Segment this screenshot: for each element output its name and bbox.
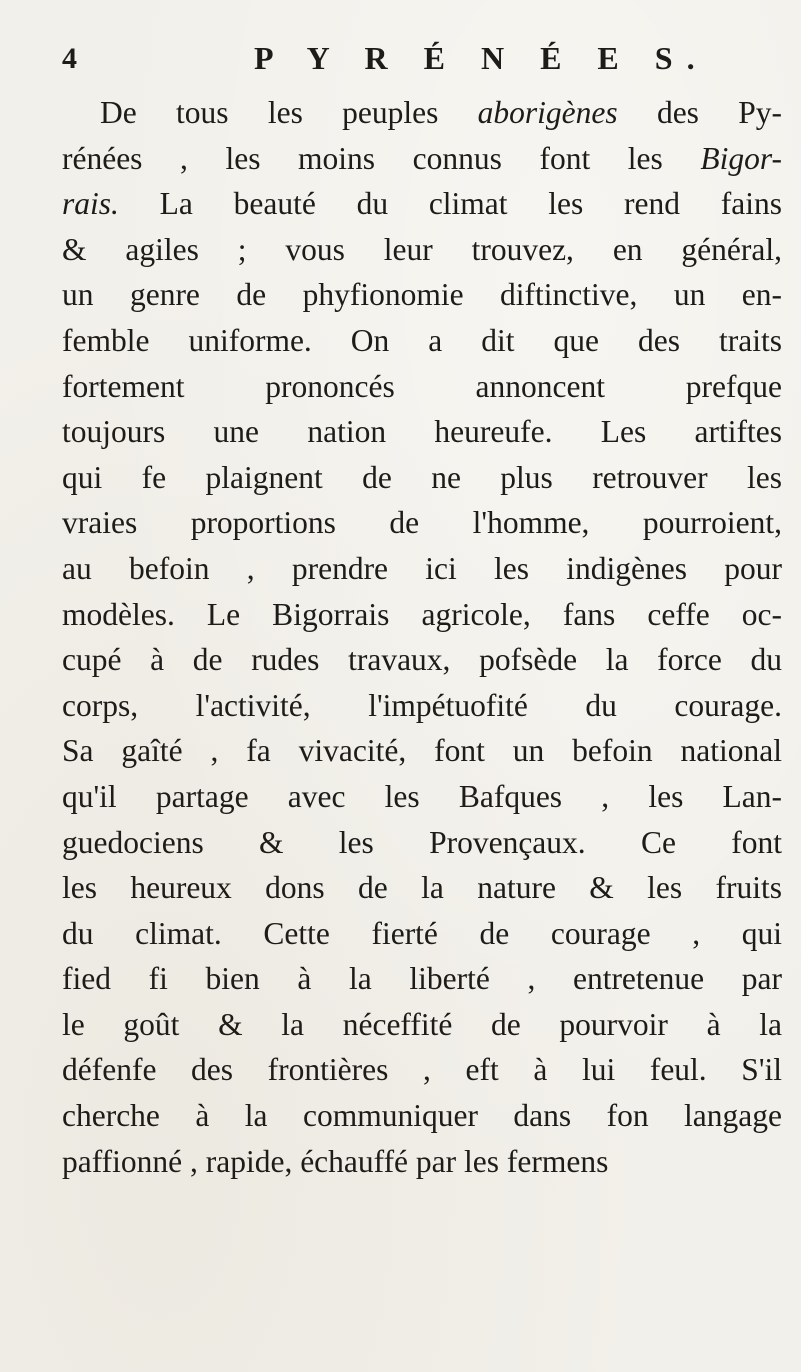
page-number: 4 <box>62 42 77 75</box>
text-run: femble uniforme. On a dit que des traits <box>62 322 782 358</box>
text-run: qu'il partage avec les Bafques , les Lan- <box>62 778 782 814</box>
text-run: paffionné , rapide, échauffé par les fermens <box>62 1143 609 1179</box>
text-run: cupé à de rudes travaux, pofsède la force du <box>62 642 782 678</box>
text-run: défenfe des frontières , eft à lui feul. S'il <box>62 1052 782 1088</box>
text-run: le goût & la néceffité de pourvoir à la <box>62 1006 782 1042</box>
text-run: Sa gaîté , fa vivacité, font un befoin national <box>62 733 782 769</box>
text-run: & agiles ; vous leur trouvez, en général, <box>62 231 782 267</box>
text-line <box>62 865 782 911</box>
text-run: La beauté du climat les rend fains <box>118 186 782 222</box>
text-line <box>62 546 782 592</box>
text-line <box>62 820 782 866</box>
text-run: cherche à la communiquer dans fon langage <box>62 1098 782 1134</box>
italic-run: Bigor- <box>700 140 782 176</box>
text-line <box>62 136 782 182</box>
text-run: toujours une nation heureufe. Les artiftes <box>62 414 782 450</box>
text-line <box>62 637 782 683</box>
text-run: un genre de phyfionomie diftinctive, un en- <box>62 277 782 313</box>
text-line <box>62 455 782 501</box>
text-run: De tous les peuples <box>100 95 478 130</box>
text-run: au befoin , prendre ici les indigènes pour <box>62 550 782 586</box>
text-run: modèles. Le Bigorrais agricole, fans ceffe oc- <box>62 596 782 632</box>
text-run: guedociens & les Provençaux. Ce font <box>62 824 782 860</box>
italic-run: rais. <box>62 186 119 222</box>
running-head <box>62 40 762 88</box>
text-line <box>62 911 782 957</box>
text-line <box>62 1047 782 1093</box>
text-line <box>62 272 782 318</box>
text-line <box>62 728 782 774</box>
text-line <box>62 683 782 729</box>
text-line <box>62 500 782 546</box>
text-line <box>62 956 782 1002</box>
text-line <box>62 1093 782 1139</box>
text-line <box>62 1002 782 1048</box>
text-run: les heureux dons de la nature & les fruits <box>62 870 782 906</box>
text-line <box>62 90 782 136</box>
text-run: fortement prononcés annoncent prefque <box>62 368 782 404</box>
text-line <box>62 227 782 273</box>
text-run: des Py- <box>617 95 782 130</box>
italic-run: aborigènes <box>477 95 618 130</box>
text-line <box>62 364 782 410</box>
paragraph <box>62 90 782 1184</box>
text-run: vraies proportions de l'homme, pourroient, <box>62 505 782 541</box>
text-line <box>62 1139 782 1185</box>
text-line <box>62 774 782 820</box>
text-run: rénées , les moins connus font les <box>62 140 701 176</box>
text-run: qui fe plaignent de ne plus retrouver les <box>62 459 782 495</box>
text-run: corps, l'activité, l'impétuofité du courage. <box>62 687 782 723</box>
text-run: du climat. Cette fierté de courage , qui <box>62 915 782 951</box>
running-title: P Y R É N É E S. <box>254 40 709 76</box>
text-line <box>62 592 782 638</box>
text-line <box>62 181 782 227</box>
text-line <box>62 409 782 455</box>
text-line <box>62 318 782 364</box>
text-run: fied fi bien à la liberté , entretenue par <box>62 961 782 997</box>
